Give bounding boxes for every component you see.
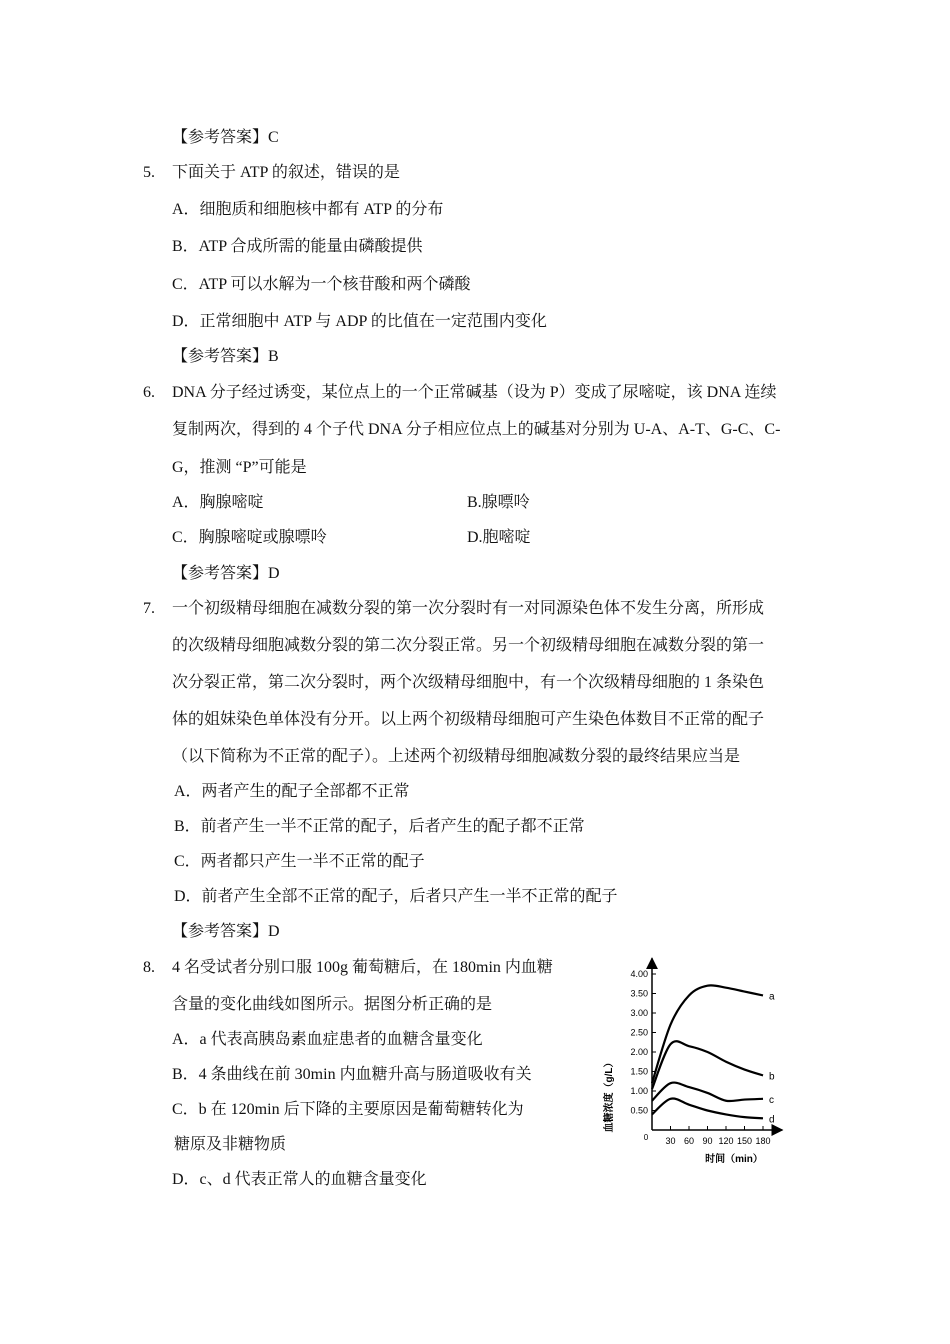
question-stem-7-line4: 体的姐妹染色单体没有分开。以上两个初级精母细胞可产生染色体数目不正常的配子 xyxy=(172,711,765,728)
option-8b: B．4 条曲线在前 30min 内血糖升高与肠道吸收有关 xyxy=(172,1066,532,1083)
blood-glucose-chart xyxy=(590,950,830,1180)
y-tick-label: 4.00 xyxy=(630,969,648,979)
question-stem-6-line3: G，推测 “P”可能是 xyxy=(172,459,307,476)
x-tick-label: 150 xyxy=(736,1136,753,1146)
question-stem-6-line2: 复制两次，得到的 4 个子代 DNA 分子相应位点上的碱基对分别为 U-A、A-T、G-C、C- xyxy=(172,421,781,438)
question-number-6: 6. xyxy=(143,384,155,401)
answer-q5 xyxy=(172,347,279,367)
answer-label: 【参考答案】 xyxy=(172,348,269,365)
answer-value: C xyxy=(268,129,279,146)
y-tick-label: 2.00 xyxy=(630,1047,648,1057)
option-6a: A．胸腺嘧啶 xyxy=(172,494,264,511)
option-8c-continued: 糖原及非糖物质 xyxy=(174,1136,287,1153)
y-axis-title: 血糖浓度（g/L） xyxy=(604,1057,615,1133)
option-5c: C．ATP 可以水解为一个核苷酸和两个磷酸 xyxy=(172,276,471,293)
question-stem-7-line2: 的次级精母细胞减数分裂的第二次分裂正常。另一个初级精母细胞在减数分裂的第一 xyxy=(172,637,765,654)
option-5d: D．正常细胞中 ATP 与 ADP 的比值在一定范围内变化 xyxy=(172,313,547,330)
option-7d: D．前者产生全部不正常的配子，后者只产生一半不正常的配子 xyxy=(174,888,618,905)
x-axis-title: 时间（min） xyxy=(705,1154,763,1165)
series-label-b: b xyxy=(769,1071,775,1083)
y-tick-label: 1.00 xyxy=(630,1086,648,1096)
option-8c: C．b 在 120min 后下降的主要原因是葡萄糖转化为 xyxy=(172,1101,524,1118)
series-label-c: c xyxy=(769,1094,774,1106)
y-tick-label: 3.50 xyxy=(630,988,648,999)
option-6d: D.胞嘧啶 xyxy=(467,529,531,546)
question-stem-7-line1: 一个初级精母细胞在减数分裂的第一次分裂时有一对同源染色体不发生分离，所形成 xyxy=(172,600,765,617)
option-6c: C．胸腺嘧啶或腺嘌呤 xyxy=(172,529,327,546)
option-8d: D．c、d 代表正常人的血糖含量变化 xyxy=(172,1171,427,1188)
answer-value: B xyxy=(268,348,279,365)
option-5a: A．细胞质和细胞核中都有 ATP 的分布 xyxy=(172,201,444,218)
option-7b: B．前者产生一半不正常的配子，后者产生的配子都不正常 xyxy=(174,818,585,835)
question-stem-5: 下面关于 ATP 的叙述，错误的是 xyxy=(172,164,400,181)
question-stem-7-line5: （以下简称为不正常的配子）。上述两个初级精母细胞减数分裂的最终结果应当是 xyxy=(172,748,741,765)
option-5b: B．ATP 合成所需的能量由磷酸提供 xyxy=(172,238,423,255)
y-tick-label: 3.00 xyxy=(630,1008,648,1018)
series-line-b xyxy=(652,1041,763,1089)
series-line-d xyxy=(652,1099,763,1119)
series-line-a xyxy=(652,985,763,1083)
question-stem-7-line3: 次分裂正常，第二次分裂时，两个次级精母细胞中，有一个次级精母细胞的 1 条染色 xyxy=(172,674,765,691)
answer-q7 xyxy=(172,922,280,942)
question-number-5: 5. xyxy=(143,164,155,181)
option-6b: B.腺嘌呤 xyxy=(467,494,530,511)
question-stem-8-line2: 含量的变化曲线如图所示。据图分析正确的是 xyxy=(172,996,493,1013)
answer-label: 【参考答案】 xyxy=(172,565,269,582)
y-tick-label: 2.50 xyxy=(630,1027,648,1038)
x-tick-label: 30 xyxy=(665,1136,676,1146)
question-number-8: 8. xyxy=(143,959,155,976)
option-7a: A．两者产生的配子全部都不正常 xyxy=(174,783,410,800)
answer-q4 xyxy=(172,128,279,148)
question-stem-8-line1: 4 名受试者分别口服 100g 葡萄糖后，在 180min 内血糖 xyxy=(172,959,553,976)
y-tick-label: 0.50 xyxy=(630,1105,648,1116)
x-tick-label: 180 xyxy=(755,1136,771,1146)
question-stem-6-line1: DNA 分子经过诱变，某位点上的一个正常碱基（设为 P）变成了尿嘧啶，该 DNA 连续 xyxy=(172,384,777,401)
option-8a: A．a 代表高胰岛素血症患者的血糖含量变化 xyxy=(172,1031,483,1048)
series-line-c xyxy=(652,1083,763,1102)
answer-q6 xyxy=(172,564,280,584)
series-label-d: d xyxy=(769,1114,775,1126)
x-tick-label: 60 xyxy=(683,1136,695,1146)
option-7c: C．两者都只产生一半不正常的配子 xyxy=(174,853,425,870)
question-number-7: 7. xyxy=(143,600,155,617)
origin-label: 0 xyxy=(643,1133,649,1142)
answer-value: D xyxy=(268,565,280,582)
series-label-a: a xyxy=(769,991,775,1003)
answer-label: 【参考答案】 xyxy=(172,129,269,146)
y-tick-label: 1.50 xyxy=(630,1066,648,1077)
answer-value: D xyxy=(268,923,280,940)
x-tick-label: 90 xyxy=(702,1136,713,1146)
x-tick-label: 120 xyxy=(718,1136,734,1146)
answer-label: 【参考答案】 xyxy=(172,923,269,940)
